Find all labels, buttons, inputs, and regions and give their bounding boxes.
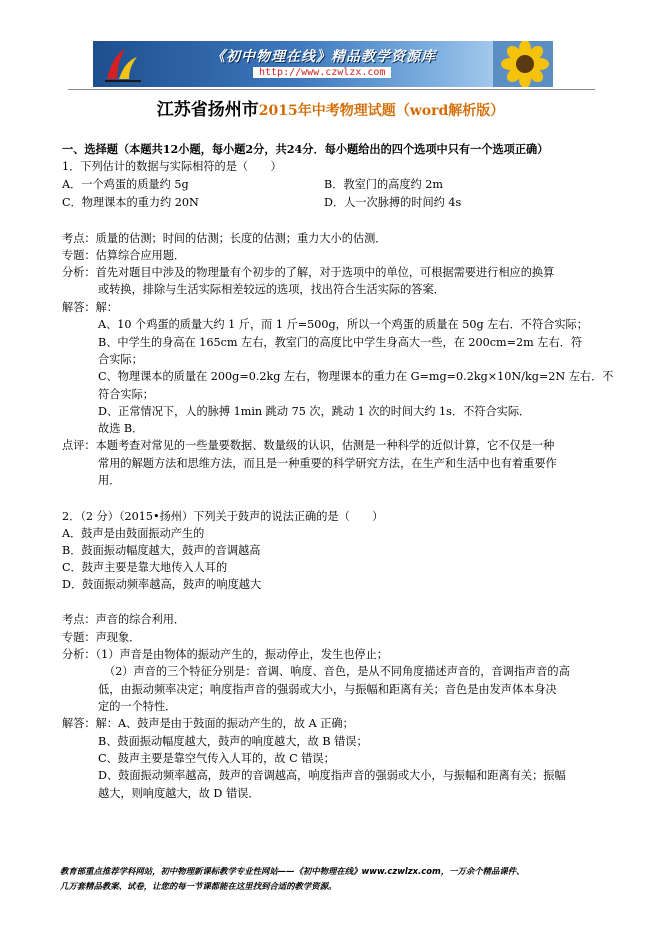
q1-zhuanti: 专题：估算综合应用题． — [62, 249, 186, 262]
q2-answer-d-line2: 越大，则响度越大，故 D 错误． — [98, 787, 260, 800]
q2-zhuanti: 专题：声现象． — [62, 631, 141, 644]
title-sub: 2015年中考物理试题（word解析版） — [258, 103, 505, 119]
q2-option-b: B．鼓面振动幅度越大，鼓声的音调越高 — [62, 544, 261, 557]
q1-comment-line3: 用． — [98, 474, 121, 487]
q2-analysis-line1: 分析：（1）声音是由物体的振动产生的，振动停止，发生也停止； — [62, 648, 388, 661]
q1-option-d: D．人一次脉搏的时间约 4s — [324, 196, 462, 209]
q1-answer-c-line2: 符合实际； — [98, 388, 154, 401]
banner-url[interactable]: http://www.czwlzx.com — [253, 67, 391, 78]
q2-analysis-line3: 低，由振动频率决定；响度指声音的强弱或大小，与振幅和距离有关；音色是由发声体本身决 — [98, 683, 557, 696]
q1-kaodian: 考点：质量的估测；时间的估测；长度的估测；重力大小的估测． — [62, 232, 387, 245]
q1-option-a: A．一个鸡蛋的质量约 5g — [62, 178, 189, 191]
sunflower-icon — [493, 41, 553, 87]
q1-comment-line2: 常用的解题方法和思维方法，而且是一种重要的科学研究方法，在生产和生活中也有着重要作 — [98, 457, 557, 470]
q2-answer-b: B、鼓面振动幅度越大，鼓声的响度越大，故 B 错误； — [98, 735, 368, 748]
q1-answer-a: A、10 个鸡蛋的质量大约 1 斤，而 1 斤=500g，所以一个鸡蛋的质量在 50g 左右．不符合实际； — [98, 318, 588, 331]
q1-answer-label: 解答：解： — [62, 301, 118, 314]
q2-answer-d-line1: D、鼓面振动频率越高，鼓声的音调越高，响度指声音的强弱或大小，与振幅和距离有关；振幅 — [98, 769, 566, 782]
banner-title: 《初中物理在线》精品教学资源库 — [211, 49, 436, 65]
header-banner — [93, 41, 553, 87]
footer — [60, 864, 524, 894]
q1-answer-c-line1: C、物理课本的质量在 200g=0.2kg 左右，物理课本的重力在 G=mg=0.2kg×10N/kg=2N 左右．不 — [98, 370, 614, 383]
q2-answer-c: C、鼓声主要是靠空气传入人耳的，故 C 错误； — [98, 752, 335, 765]
q1-stem: 1．下列估计的数据与实际相符的是（ ） — [62, 160, 282, 173]
q1-analysis-line1: 分析：首先对题目中涉及的物理量有个初步的了解，对于选项中的单位，可根据需要进行相应的换算 — [62, 266, 555, 279]
q2-kaodian: 考点：声音的综合利用． — [62, 613, 186, 626]
q1-choice: 故选 B． — [98, 422, 144, 435]
q1-answer-b-line2: 合实际； — [98, 353, 143, 366]
title-main: 江苏省扬州市 — [156, 100, 259, 120]
q1-answer-d: D、正常情况下，人的脉搏 1min 跳动 75 次，跳动 1 次的时间大约 1s．不符合实际． — [98, 405, 531, 418]
q1-option-b: B．教室门的高度约 2m — [324, 178, 444, 191]
q1-option-c: C．物理课本的重力约 20N — [62, 196, 199, 209]
q2-analysis-line2: （2）声音的三个特征分别是：音调、响度、音色，是从不同角度描述声音的，音调指声音的高 — [104, 665, 570, 678]
footer-line2: 几万套精品教案、试卷，让您的每一节课都能在这里找到合适的教学资源。 — [60, 881, 337, 891]
q2-stem: 2．（2 分）（2015•扬州）下列关于鼓声的说法正确的是（ ） — [62, 510, 384, 523]
q2-option-a: A．鼓声是由鼓面振动产生的 — [62, 527, 205, 540]
footer-line1: 教育部重点推荐学科网站，初中物理新课标教学专业性网站——《初中物理在线》www.czwlzx.com，一万余个精品课件、 — [60, 866, 525, 876]
section-heading: 一、选择题（本题共12小题，每小题2分，共24分．每小题给出的四个选项中只有一个选项正确） — [62, 142, 549, 156]
q1-analysis-line2: 或转换，排除与生活实际相差较远的选项，找出符合生活实际的答案． — [98, 283, 445, 296]
site-logo-icon — [103, 45, 143, 83]
q2-option-c: C．鼓声主要是靠大地传入人耳的 — [62, 561, 228, 574]
q2-analysis-line4: 定的一个特性． — [98, 700, 177, 713]
q1-answer-b-line1: B、中学生的身高在 165cm 左右，教室门的高度比中学生身高大一些，在 200cm=2m 左右．符 — [98, 336, 583, 349]
q2-option-d: D．鼓面振动频率越高，鼓声的响度越大 — [62, 578, 262, 591]
page-title — [0, 95, 661, 120]
q1-comment-line1: 点评：本题考查对常见的一些量要数据、数量级的认识，估测是一种科学的近似计算，它不仅是一种 — [62, 439, 555, 452]
title-divider — [68, 89, 595, 90]
q2-answer-a: 解答：解：A、鼓声是由于鼓面的振动产生的，故 A 正确； — [62, 717, 354, 730]
